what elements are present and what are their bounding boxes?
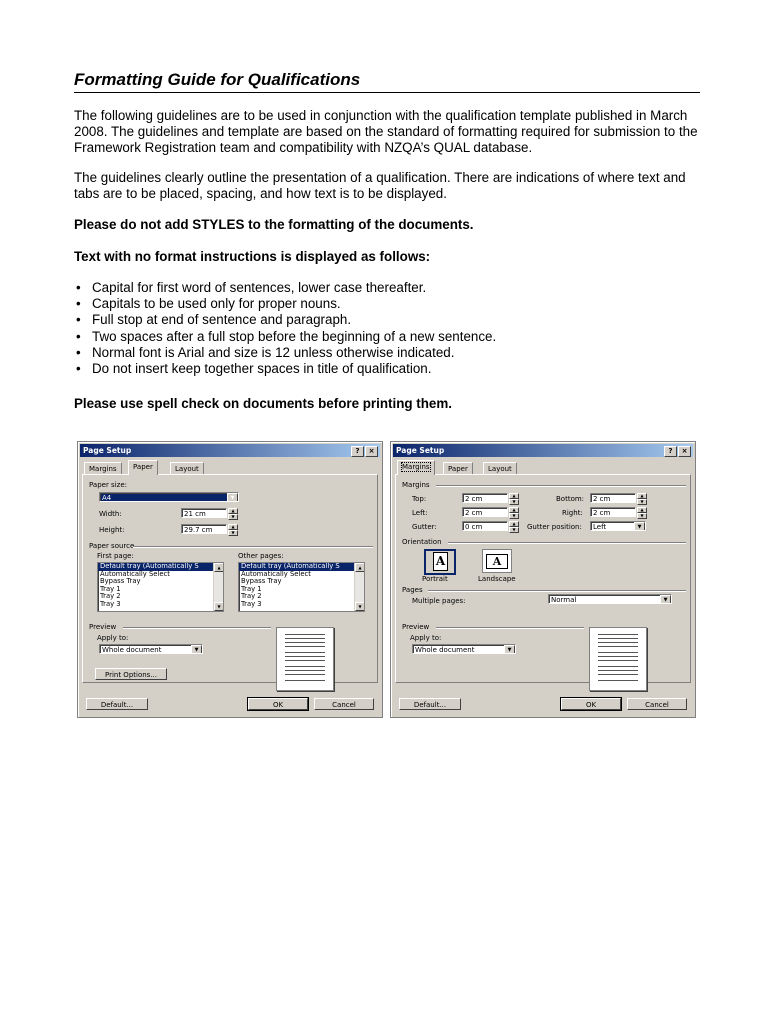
pages-label: Pages — [402, 586, 423, 594]
bottom-margin-spinner[interactable]: ▲ ▼ — [637, 493, 647, 503]
chevron-down-icon: ▼ — [355, 602, 365, 611]
document-title: Formatting Guide for Qualifications — [74, 70, 700, 93]
bottom-margin-input[interactable]: 2 cm — [590, 493, 636, 503]
chevron-down-icon: ▼ — [214, 602, 224, 611]
right-margin-input[interactable]: 2 cm — [590, 507, 636, 517]
list-item[interactable]: Default tray (Automatically S — [239, 563, 364, 571]
tab-layout[interactable]: Layout — [170, 462, 204, 475]
tab-paper[interactable]: Paper — [128, 460, 158, 475]
dialog-title-bar — [393, 444, 693, 457]
page-preview — [589, 627, 647, 691]
help-button[interactable]: ? — [351, 446, 364, 457]
portrait-icon: A — [433, 552, 448, 571]
landscape-label: Landscape — [478, 575, 516, 583]
list-item[interactable]: Automatically Select — [241, 569, 311, 578]
guidelines-paragraph: The guidelines clearly outline the presentation of a qualification. There are indications of where text and tabs are to be placed, spacing, and how text is to be displayed. — [74, 170, 686, 202]
ok-button[interactable]: OK — [561, 698, 621, 710]
portrait-label: Portrait — [422, 575, 448, 583]
chevron-down-icon[interactable]: ▼ — [660, 595, 671, 604]
margins-tab-panel — [395, 474, 691, 683]
format-instructions-heading: Text with no format instructions is displayed as follows: — [74, 249, 431, 264]
list-item: • Full stop at end of sentence and paragraph. — [74, 312, 496, 328]
chevron-up-icon: ▲ — [214, 563, 224, 572]
landscape-icon: A — [486, 554, 508, 569]
paper-size-select[interactable]: A4 ▼ — [99, 492, 239, 502]
tab-paper[interactable]: Paper — [443, 462, 473, 475]
list-item: • Normal font is Arial and size is 12 unless otherwise indicated. — [74, 345, 496, 361]
right-margin-spinner[interactable]: ▲ ▼ — [637, 507, 647, 517]
gutter-position-label: Gutter position: — [527, 523, 582, 531]
portrait-option[interactable] — [424, 549, 456, 575]
list-item: • Capital for first word of sentences, lower case thereafter. — [74, 280, 496, 296]
cancel-button[interactable]: Cancel — [314, 698, 374, 710]
gutter-spinner[interactable]: ▲ ▼ — [509, 521, 519, 531]
tab-margins[interactable]: Margins — [84, 462, 122, 475]
list-item[interactable]: Tray 1 — [100, 584, 121, 593]
top-margin-spinner[interactable]: ▲ ▼ — [509, 493, 519, 503]
margins-group-label: Margins — [402, 481, 430, 489]
chevron-down-icon[interactable]: ▼ — [227, 493, 238, 502]
left-margin-input[interactable]: 2 cm — [462, 507, 508, 517]
chevron-down-icon[interactable]: ▼ — [634, 522, 645, 531]
multiple-pages-label: Multiple pages: — [412, 597, 466, 605]
orientation-label: Orientation — [402, 538, 442, 546]
paper-tab-panel — [82, 474, 378, 683]
right-margin-label: Right: — [562, 509, 583, 517]
divider — [448, 542, 686, 544]
styles-warning: Please do not add STYLES to the formatting of the documents. — [74, 217, 474, 232]
list-item[interactable]: Bypass Tray — [241, 577, 282, 586]
top-margin-input[interactable]: 2 cm — [462, 493, 508, 503]
page-setup-dialog-margins — [390, 441, 696, 718]
bottom-margin-label: Bottom: — [556, 495, 585, 503]
apply-to-label: Apply to: — [410, 634, 442, 642]
help-button[interactable]: ? — [664, 446, 677, 457]
dialog-title-bar — [80, 444, 380, 457]
list-item: • Do not insert keep together spaces in title of qualification. — [74, 361, 496, 377]
default-button[interactable]: Default... — [86, 698, 148, 710]
list-item[interactable]: Tray 1 — [241, 584, 262, 593]
scrollbar[interactable] — [213, 563, 223, 611]
paper-size-label: Paper size: — [89, 481, 127, 489]
divider — [436, 627, 584, 629]
cancel-button[interactable]: Cancel — [627, 698, 687, 710]
ok-button[interactable]: OK — [248, 698, 308, 710]
chevron-up-icon: ▲ — [355, 563, 365, 572]
width-label: Width: — [99, 510, 122, 518]
top-margin-label: Top: — [412, 495, 427, 503]
height-label: Height: — [99, 526, 125, 534]
list-item: • Two spaces after a full stop before the beginning of a new sentence. — [74, 329, 496, 345]
divider — [428, 590, 686, 592]
tab-layout[interactable]: Layout — [483, 462, 517, 475]
height-input[interactable]: 29.7 cm — [181, 524, 227, 534]
first-page-tray-list[interactable] — [97, 562, 224, 612]
paper-source-label: Paper source — [89, 542, 135, 550]
list-item[interactable]: Tray 3 — [241, 599, 262, 608]
dialog-title: Page Setup — [83, 446, 132, 455]
divider — [123, 627, 271, 629]
page-preview — [276, 627, 334, 691]
width-spinner[interactable]: ▲ ▼ — [228, 508, 238, 518]
list-item[interactable]: Automatically Select — [100, 569, 170, 578]
chevron-down-icon[interactable]: ▼ — [504, 645, 515, 654]
gutter-position-select[interactable]: Left ▼ — [590, 521, 646, 531]
first-page-label: First page: — [97, 552, 134, 560]
page-setup-dialog-paper — [77, 441, 383, 718]
spell-check-note: Please use spell check on documents before printing them. — [74, 396, 453, 411]
height-spinner[interactable]: ▲ ▼ — [228, 524, 238, 534]
list-item[interactable]: Default tray (Automatically S — [98, 563, 223, 571]
list-item[interactable]: Tray 3 — [100, 599, 121, 608]
apply-to-select[interactable]: Whole document ▼ — [412, 644, 516, 654]
apply-to-label: Apply to: — [97, 634, 129, 642]
other-pages-tray-list[interactable] — [238, 562, 365, 612]
gutter-label: Gutter: — [412, 523, 437, 531]
preview-label: Preview — [89, 623, 117, 631]
chevron-down-icon[interactable]: ▼ — [191, 645, 202, 654]
divider — [133, 546, 373, 548]
apply-to-select[interactable]: Whole document ▼ — [99, 644, 203, 654]
format-rules-list — [74, 280, 496, 377]
left-margin-spinner[interactable]: ▲ ▼ — [509, 507, 519, 517]
divider — [436, 485, 686, 487]
default-button[interactable]: Default... — [399, 698, 461, 710]
gutter-input[interactable]: 0 cm — [462, 521, 508, 531]
close-button[interactable]: × — [678, 446, 691, 457]
width-input[interactable]: 21 cm — [181, 508, 227, 518]
preview-label: Preview — [402, 623, 430, 631]
multiple-pages-select[interactable]: Normal ▼ — [548, 594, 672, 604]
list-item[interactable]: Tray 2 — [241, 592, 262, 601]
left-margin-label: Left: — [412, 509, 428, 517]
intro-paragraph: The following guidelines are to be used in conjunction with the qualification template published in March 2008. The guidelines and template are based on the standard of formatting required for submission to the Framework Registration team and compatibility with NZQA’s QUAL database. — [74, 108, 698, 156]
list-item[interactable]: Tray 2 — [100, 592, 121, 601]
list-item[interactable]: Bypass Tray — [100, 577, 141, 586]
scrollbar[interactable] — [354, 563, 364, 611]
close-button[interactable]: × — [365, 446, 378, 457]
other-pages-label: Other pages: — [238, 552, 284, 560]
landscape-option[interactable] — [482, 549, 512, 573]
list-item: • Capitals to be used only for proper nouns. — [74, 296, 496, 312]
tab-margins[interactable]: Margins — [397, 460, 435, 475]
print-options-button[interactable]: Print Options... — [95, 668, 167, 680]
dialog-title: Page Setup — [396, 446, 445, 455]
